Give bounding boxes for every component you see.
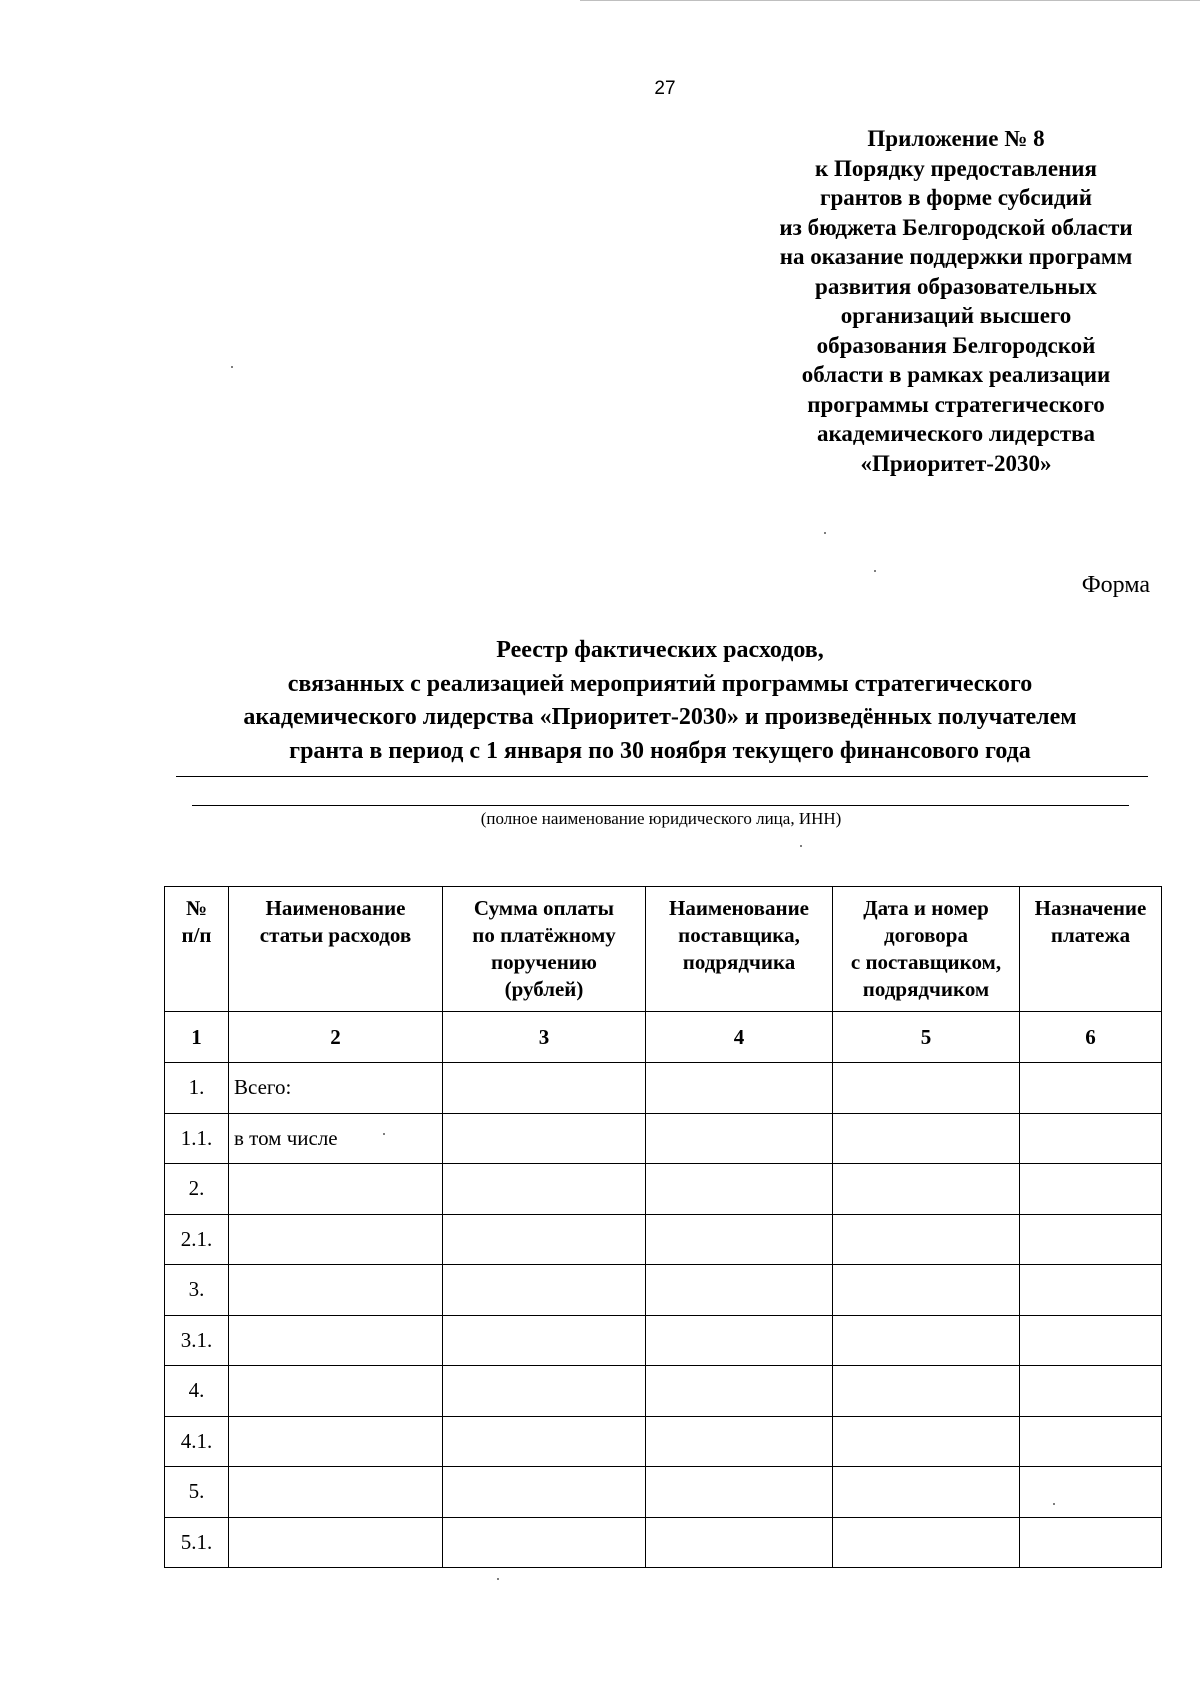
page-number: 27: [654, 78, 676, 99]
expense-item-cell[interactable]: [229, 1517, 443, 1568]
empty-cell[interactable]: [646, 1467, 833, 1518]
table-row: [165, 1517, 1162, 1568]
table-row: [165, 1063, 1162, 1114]
empty-cell[interactable]: [833, 1113, 1020, 1164]
header-contract: Дата и номер договора с поставщиком, подрядчиком: [833, 887, 1020, 1012]
empty-cell[interactable]: [1020, 1315, 1162, 1366]
column-number: 6: [1020, 1012, 1162, 1063]
empty-cell[interactable]: [443, 1416, 646, 1467]
empty-cell[interactable]: [646, 1517, 833, 1568]
table-row: [165, 1164, 1162, 1215]
row-number-cell[interactable]: 4.1.: [165, 1416, 229, 1467]
empty-cell[interactable]: [1020, 1214, 1162, 1265]
expense-item-cell[interactable]: в том числе: [229, 1113, 443, 1164]
row-number-cell[interactable]: 1.1.: [165, 1113, 229, 1164]
empty-cell[interactable]: [646, 1315, 833, 1366]
appendix-line: развития образовательных: [815, 273, 1097, 299]
title-line: связанных с реализацией мероприятий программы стратегического: [287, 670, 1033, 697]
empty-cell[interactable]: [443, 1315, 646, 1366]
empty-cell[interactable]: [646, 1265, 833, 1316]
scan-speck: [383, 1133, 385, 1135]
empty-cell[interactable]: [1020, 1517, 1162, 1568]
empty-cell[interactable]: [443, 1467, 646, 1518]
appendix-line: академического лидерства: [816, 421, 1096, 446]
scan-speck: [874, 570, 876, 572]
empty-cell[interactable]: [833, 1467, 1020, 1518]
empty-cell[interactable]: [646, 1416, 833, 1467]
column-number: 2: [229, 1012, 443, 1063]
empty-cell[interactable]: [443, 1063, 646, 1114]
expense-item-cell[interactable]: [229, 1416, 443, 1467]
column-number: 1: [165, 1012, 229, 1063]
empty-cell[interactable]: [1020, 1467, 1162, 1518]
row-number-cell[interactable]: 5.1.: [165, 1517, 229, 1568]
scan-speck: [231, 366, 233, 368]
scan-speck: [1053, 1503, 1055, 1505]
row-number-cell[interactable]: 3.1.: [165, 1315, 229, 1366]
expense-registry-table: [164, 886, 1162, 1568]
table-row: [165, 1416, 1162, 1467]
appendix-line: из бюджета Белгородской области: [779, 214, 1133, 240]
header-supplier: Наименование поставщика, подрядчика: [646, 887, 833, 1012]
title-line: гранта в период с 1 января по 30 ноября текущего финансового года: [289, 737, 1031, 764]
empty-cell[interactable]: [1020, 1265, 1162, 1316]
table-row: [165, 1366, 1162, 1417]
appendix-heading: [725, 124, 1187, 478]
entity-fill-line[interactable]: [192, 805, 1129, 806]
empty-cell[interactable]: [833, 1366, 1020, 1417]
empty-cell[interactable]: [443, 1517, 646, 1568]
entity-fill-line[interactable]: [176, 776, 1148, 777]
row-number-cell[interactable]: 4.: [165, 1366, 229, 1417]
empty-cell[interactable]: [1020, 1366, 1162, 1417]
empty-cell[interactable]: [833, 1416, 1020, 1467]
column-number: 5: [833, 1012, 1020, 1063]
column-number: 3: [443, 1012, 646, 1063]
title-line: академического лидерства «Приоритет-2030» и произведённых получателем: [243, 704, 1077, 730]
table-row: [165, 1113, 1162, 1164]
scan-speck: [800, 845, 802, 847]
appendix-line: организаций высшего: [840, 303, 1072, 328]
appendix-line: области в рамках реализации: [801, 362, 1111, 387]
empty-cell[interactable]: [833, 1164, 1020, 1215]
header-number: № п/п: [165, 887, 229, 1012]
expense-item-cell[interactable]: [229, 1265, 443, 1316]
empty-cell[interactable]: [833, 1214, 1020, 1265]
empty-cell[interactable]: [1020, 1063, 1162, 1114]
header-expense-item: Наименование статьи расходов: [229, 887, 443, 1012]
expense-item-cell[interactable]: Всего:: [229, 1063, 443, 1114]
column-number: 4: [646, 1012, 833, 1063]
table-row: [165, 1467, 1162, 1518]
expense-item-cell[interactable]: [229, 1315, 443, 1366]
empty-cell[interactable]: [646, 1113, 833, 1164]
empty-cell[interactable]: [443, 1164, 646, 1215]
appendix-line: Приложение № 8: [867, 126, 1045, 151]
empty-cell[interactable]: [443, 1214, 646, 1265]
appendix-line: грантов в форме субсидий: [820, 185, 1092, 210]
appendix-line: на оказание поддержки программ: [779, 244, 1133, 269]
expense-item-cell[interactable]: [229, 1366, 443, 1417]
scan-edge-line: [580, 0, 1200, 3]
table-header-row: [165, 887, 1162, 1012]
empty-cell[interactable]: [833, 1517, 1020, 1568]
row-number-cell[interactable]: 5.: [165, 1467, 229, 1518]
empty-cell[interactable]: [646, 1164, 833, 1215]
expense-item-cell[interactable]: [229, 1467, 443, 1518]
form-label: Форма: [1081, 572, 1150, 598]
entity-hint: (полное наименование юридического лица, ИНН): [480, 809, 842, 828]
row-number-cell[interactable]: 3.: [165, 1265, 229, 1316]
empty-cell[interactable]: [1020, 1164, 1162, 1215]
column-number-row: [165, 1012, 1162, 1063]
appendix-line: образования Белгородской: [816, 332, 1096, 358]
empty-cell[interactable]: [646, 1063, 833, 1114]
title-line: Реестр фактических расходов,: [496, 637, 824, 663]
table-row: [165, 1265, 1162, 1316]
empty-cell[interactable]: [1020, 1113, 1162, 1164]
expense-item-cell[interactable]: [229, 1214, 443, 1265]
scan-speck: [824, 532, 826, 534]
row-number-cell[interactable]: 1.: [165, 1063, 229, 1114]
appendix-line: «Приоритет-2030»: [860, 450, 1052, 476]
empty-cell[interactable]: [646, 1366, 833, 1417]
empty-cell[interactable]: [443, 1265, 646, 1316]
row-number-cell[interactable]: 2.: [165, 1164, 229, 1215]
empty-cell[interactable]: [833, 1315, 1020, 1366]
table-row: [165, 1214, 1162, 1265]
empty-cell[interactable]: [443, 1113, 646, 1164]
row-number-cell[interactable]: 2.1.: [165, 1214, 229, 1265]
document-title: [160, 634, 1160, 768]
scan-speck: [497, 1578, 499, 1580]
header-payment-purpose: Назначение платежа: [1020, 887, 1162, 1012]
header-payment-amount: Сумма оплаты по платёжному поручению (рублей): [443, 887, 646, 1012]
empty-cell[interactable]: [646, 1214, 833, 1265]
appendix-line: к Порядку предоставления: [815, 155, 1097, 181]
empty-cell[interactable]: [1020, 1416, 1162, 1467]
appendix-line: программы стратегического: [807, 391, 1105, 417]
table-row: [165, 1315, 1162, 1366]
empty-cell[interactable]: [833, 1265, 1020, 1316]
empty-cell[interactable]: [443, 1366, 646, 1417]
empty-cell[interactable]: [833, 1063, 1020, 1114]
expense-item-cell[interactable]: [229, 1164, 443, 1215]
